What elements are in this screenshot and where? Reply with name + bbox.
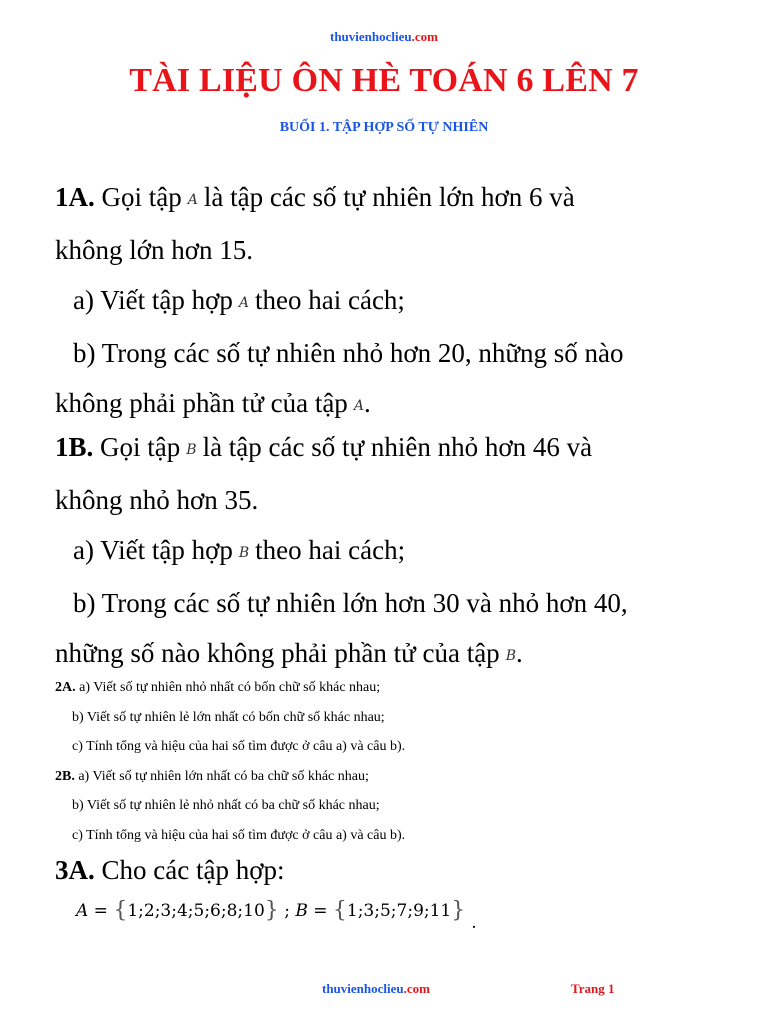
exercise-2a-part-b: b) Viết số tự nhiên lẻ lớn nhất có bốn chữ số khác nhau; [72,709,385,725]
header-site-link[interactable] [0,29,768,45]
exercise-2b-part-b: b) Viết số tự nhiên lẻ nhỏ nhất có ba chữ số khác nhau; [72,798,380,813]
page-number: Trang 1 [571,981,615,996]
header-site-name: thuvienhoclieu [330,29,412,44]
page-title: TÀI LIỆU ÔN HÈ TOÁN 6 LÊN 7 [129,62,639,99]
exercise-3a [55,845,713,895]
exercise-2b-part-c: c) Tính tổng và hiệu của hai số tìm được ở câu a) và câu b). [72,827,406,843]
exercise-1b-line1: 1B. Gọi tập B là tập các số tự nhiên nhỏ hơn 46 và [55,432,593,462]
exercise-1b-label: 1B. [55,432,94,462]
formula-set-b-name: B [295,901,308,921]
formula-set-b-elements: 1;3;5;7;9;11 [346,901,452,921]
formula-set-a-elements: 1;2;3;4;5;6;8;10 [127,901,265,921]
exercise-1b-line2: không nhỏ hơn 35. [55,485,259,515]
header-site-tld: .com [411,29,438,44]
formula-period: . [471,913,477,933]
formula-set-a-name: A [76,901,89,921]
exercise-1a-part-b: b) Trong các số tự nhiên nhỏ hơn 20, những số nào [73,338,624,368]
set-b-symbol: B [238,545,250,561]
exercise-2a-part-c: c) Tính tổng và hiệu của hai số tìm được ở câu a) và câu b). [72,739,406,754]
exercise-1b-part-b-cont: những số nào không phải phần tử của tập B. [55,638,523,668]
exercise-1a-part-b-cont: không phải phần tử của tập A. [55,388,371,418]
exercise-2b-label: 2B. [55,768,75,784]
footer [0,981,768,1001]
exercise-1b-part-a: a) Viết tập hợp B theo hai cách; [73,535,406,565]
exercise-3a-line1: 3A. Cho các tập hợp: [55,855,285,885]
exercise-3a-label: 3A. [55,855,95,885]
formula-separator: ; [284,901,290,921]
exercise-1b-part-b: b) Trong các số tự nhiên lớn hơn 30 và nhỏ hơn 40, [73,588,628,618]
page-subtitle: BUỔI 1. TẬP HỢP SỐ TỰ NHIÊN [279,120,489,135]
set-a-symbol: A [187,192,198,208]
exercise-1b [55,422,713,681]
exercise-2a-label: 2A. [55,680,76,695]
exercise-1a-line2: không lớn hơn 15. [55,235,254,265]
set-b-symbol: B [505,648,516,664]
set-a-symbol: A [238,295,249,311]
set-a-symbol: A [353,398,364,414]
footer-site-tld: .com [403,981,430,996]
set-b-symbol: B [186,442,197,458]
set-definitions-formula: A = {1;2;3;4;5;6;8;10} ; B = {1;3;5;7;9;11} . [76,898,477,933]
footer-site-link[interactable] [322,981,430,997]
exercise-2 [55,673,715,850]
exercise-2a-part-a: 2A. a) Viết số tự nhiên nhỏ nhất có bốn chữ số khác nhau; [55,680,381,695]
exercise-1a-part-a: a) Viết tập hợp A theo hai cách; [73,285,405,315]
exercise-1a-line1: 1A. Gọi tập A là tập các số tự nhiên lớn hơn 6 và [55,182,575,212]
exercise-2b-part-a: 2B. a) Viết số tự nhiên lớn nhất có ba chữ số khác nhau; [55,768,369,784]
exercise-1a [55,172,713,431]
exercise-1a-label: 1A. [55,182,95,212]
footer-site-name: thuvienhoclieu [322,981,404,996]
